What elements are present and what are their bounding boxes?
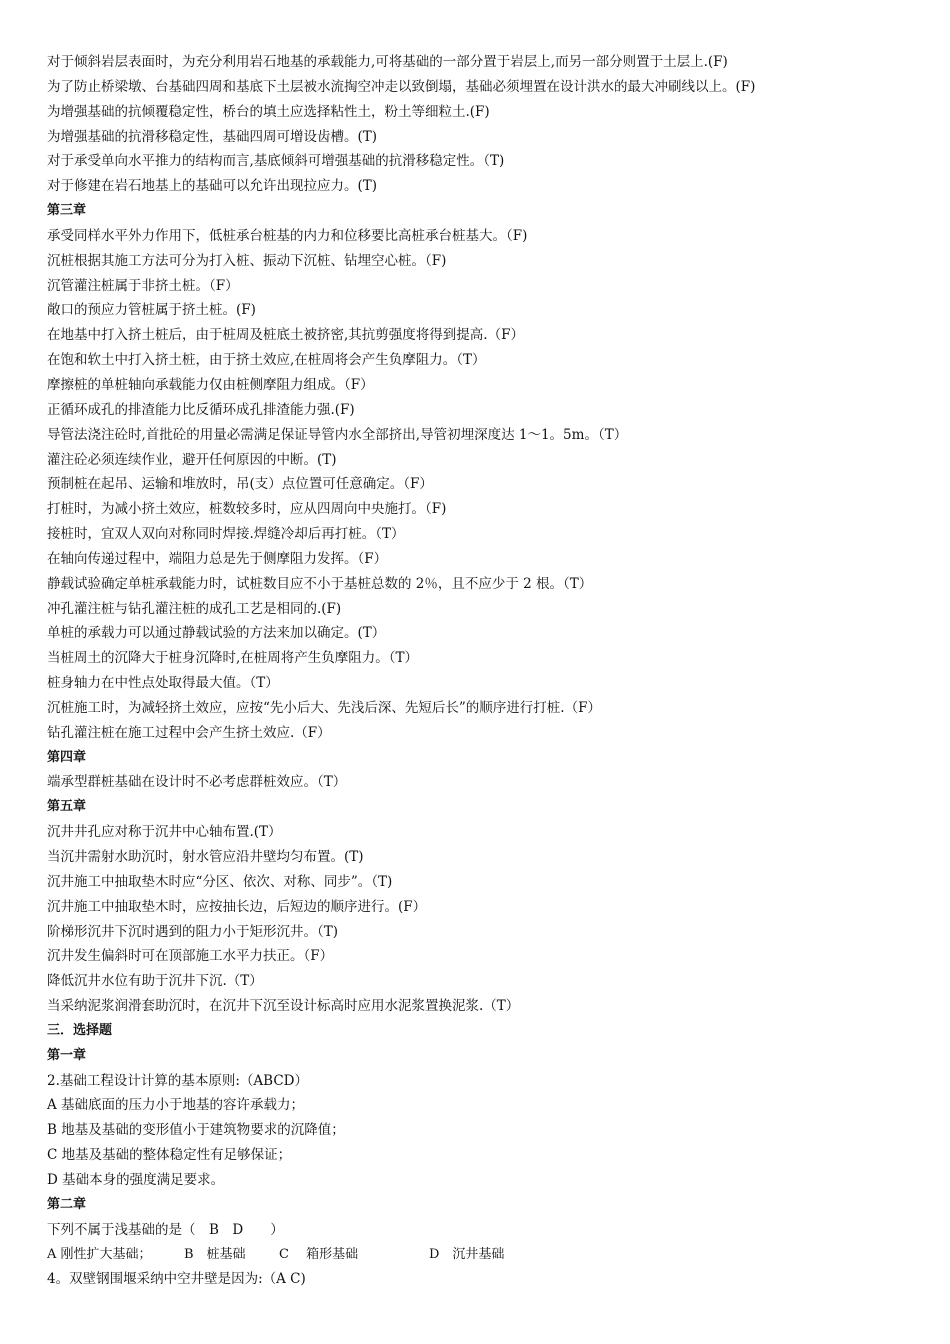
text-line: 对于修建在岩石地基上的基础可以允许出现拉应力。(T) bbox=[47, 178, 378, 195]
text-line: 当桩周土的沉降大于桩身沉降时,在桩周将产生负摩阻力。（T） bbox=[47, 650, 419, 667]
text-line: C 地基及基础的整体稳定性有足够保证； bbox=[47, 1147, 292, 1164]
text-line: 接桩时，宜双人双向对称同时焊接.焊缝冷却后再打桩。（T） bbox=[47, 526, 405, 543]
text-line: 沉管灌注桩属于非挤土桩。（F） bbox=[47, 277, 239, 294]
text-line: 打桩时，为减小挤土效应，桩数较多时，应从四周向中央施打。（F) bbox=[47, 501, 447, 518]
text-line: 单桩的承载力可以通过静载试验的方法来加以确定。(T） bbox=[47, 625, 386, 642]
text-line: 冲孔灌注桩与钻孔灌注桩的成孔工艺是相同的.(F) bbox=[47, 600, 342, 617]
text-line: 对于倾斜岩层表面时，为充分利用岩石地基的承载能力,可将基础的一部分置于岩层上,而另一部分则置于土层上.(F) bbox=[47, 54, 728, 70]
text-line: 在饱和软土中打入挤土桩，由于挤土效应,在桩周将会产生负摩阻力。（T） bbox=[47, 352, 486, 369]
text-line: 摩擦桩的单桩轴向承载能力仅由桩侧摩阻力组成。（F） bbox=[47, 376, 374, 393]
text-line: 下列不属于浅基础的是（ B D ） bbox=[47, 1221, 284, 1238]
text-line: 灌注砼必须连续作业，避开任何原因的中断。(T) bbox=[47, 451, 337, 468]
text-line: 降低沉井水位有助于沉井下沉.（T） bbox=[47, 973, 263, 990]
text-line: 为增强基础的抗倾覆稳定性，桥台的填土应选择粘性土，粉土等细粒土.(F) bbox=[47, 103, 490, 120]
text-line: 敞口的预应力管桩属于挤土桩。(F) bbox=[47, 302, 256, 319]
option-d: D 沉井基础 bbox=[429, 1246, 505, 1262]
section-heading: 三．选择题 bbox=[47, 1022, 113, 1038]
text-line: 正循环成孔的排渣能力比反循环成孔排渣能力强.(F) bbox=[47, 401, 355, 418]
text-line: 沉桩施工时，为减轻挤土效应，应按“先小后大、先浅后深、先短后长”的顺序进行打桩.（F） bbox=[47, 699, 601, 716]
text-line: 对于承受单向水平推力的结构而言,基底倾斜可增强基础的抗滑移稳定性。（T) bbox=[47, 153, 505, 170]
document-page bbox=[47, 50, 907, 1292]
section-heading: 第一章 bbox=[47, 1047, 87, 1063]
text-line: B 地基及基础的变形值小于建筑物要求的沉降值； bbox=[47, 1122, 345, 1139]
text-line: 钻孔灌注桩在施工过程中会产生挤土效应.（F） bbox=[47, 724, 331, 741]
text-line: 桩身轴力在中性点处取得最大值。（T） bbox=[47, 675, 279, 692]
text-line: 当沉井需射水助沉时，射水管应沿井壁均匀布置。(T) bbox=[47, 849, 364, 865]
text-line: 为增强基础的抗滑移稳定性，基础四周可增设齿槽。(T) bbox=[47, 128, 378, 145]
answer-options bbox=[47, 1243, 907, 1268]
text-line: 2.基础工程设计计算的基本原则:（ABCD） bbox=[47, 1072, 309, 1089]
text-line: 沉井施工中抽取垫木时，应按抽长边，后短边的顺序进行。(F） bbox=[47, 898, 427, 915]
option-b: B 桩基础 bbox=[184, 1246, 246, 1262]
text-line: 4。双壁钢围堰采纳中空井壁是因为:（A C) bbox=[47, 1271, 306, 1288]
text-line: 沉井发生偏斜时可在顶部施工水平力扶正。（F） bbox=[47, 948, 334, 965]
option-c: C 箱形基础 bbox=[279, 1246, 359, 1262]
section-heading: 第二章 bbox=[47, 1196, 87, 1212]
text-line: 沉井井孔应对称于沉井中心轴布置.(T） bbox=[47, 824, 282, 841]
text-line: 当采纳泥浆润滑套助沉时，在沉井下沉至设计标高时应用水泥浆置换泥浆.（T） bbox=[47, 998, 520, 1015]
text-line: 阶梯形沉井下沉时遇到的阻力小于矩形沉井。（T) bbox=[47, 923, 339, 940]
text-line: 在轴向传递过程中，端阻力总是先于侧摩阻力发挥。（F） bbox=[47, 550, 388, 567]
section-heading: 第五章 bbox=[47, 799, 87, 815]
text-line: 静载试验确定单桩承载能力时，试桩数目应不小于基桩总数的 2％，且不应少于 2 根。（T） bbox=[47, 575, 593, 592]
section-heading: 第四章 bbox=[47, 749, 87, 765]
text-line: 沉井施工中抽取垫木时应“分区、依次、对称、同步”。（T) bbox=[47, 873, 393, 890]
option-a: A 刚性扩大基础； bbox=[47, 1246, 152, 1262]
text-line: 导管法浇注砼时,首批砼的用量必需满足保证导管内水全部挤出,导管初埋深度达 1～1。5m。（T） bbox=[47, 426, 628, 443]
text-line: D 基础本身的强度满足要求。 bbox=[47, 1171, 225, 1188]
section-heading: 第三章 bbox=[47, 203, 87, 219]
text-line: 为了防止桥梁墩、台基础四周和基底下土层被水流掏空冲走以致倒塌，基础必须埋置在设计洪水的最大冲刷线以上。(F) bbox=[47, 78, 756, 95]
text-line: 在地基中打入挤土桩后，由于桩周及桩底土被挤密,其抗剪强度将得到提高.（F） bbox=[47, 327, 524, 344]
text-line: A 基础底面的压力小于地基的容许承载力； bbox=[47, 1097, 305, 1114]
text-line: 预制桩在起吊、运输和堆放时，吊(支）点位置可任意确定。（F） bbox=[47, 476, 433, 493]
text-line: 承受同样水平外力作用下，低桩承台桩基的内力和位移要比高桩承台桩基大。（F) bbox=[47, 227, 528, 244]
text-line: 端承型群桩基础在设计时不必考虑群桩效应。（T） bbox=[47, 774, 347, 791]
text-line: 沉桩根据其施工方法可分为打入桩、振动下沉桩、钻埋空心桩。（F) bbox=[47, 252, 447, 269]
